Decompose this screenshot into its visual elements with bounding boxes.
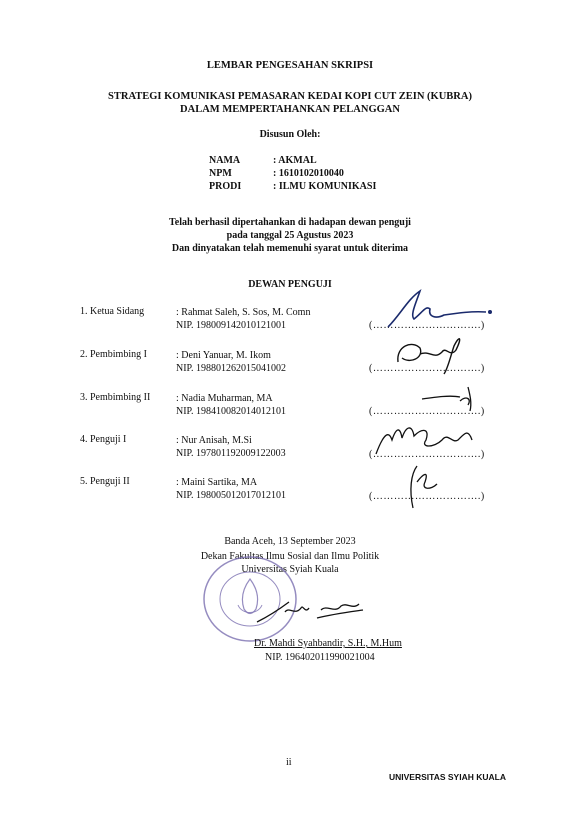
author-value: : 1610102010040	[273, 168, 344, 179]
author-label: NPM	[209, 168, 232, 179]
examiner-role: 3. Pembimbing II	[80, 392, 151, 403]
examiner-name: : Deni Yanuar, M. Ikom	[176, 350, 271, 361]
examiner-name: : Rahmat Saleh, S. Sos, M. Comn	[176, 307, 311, 318]
author-label: PRODI	[209, 181, 242, 192]
author-value: : AKMAL	[273, 155, 317, 166]
author-row-npm	[209, 167, 376, 180]
page-number: ii	[286, 757, 292, 768]
author-value: : ILMU KOMUNIKASI	[273, 181, 377, 192]
examiner-role: 2. Pembimbing I	[80, 349, 147, 360]
place-date: Banda Aceh, 13 September 2023	[224, 536, 356, 547]
examiner-details	[176, 306, 310, 332]
dean-title-line: Universitas Syiah Kuala	[241, 564, 339, 575]
signature-pembimbing-1	[390, 332, 480, 377]
signature-line: (………………………….)	[369, 363, 485, 374]
examiner-nip: NIP. 197801192009122003	[176, 448, 286, 459]
examiner-nip: NIP. 198005012017012101	[176, 490, 287, 501]
signature-penguji-1	[372, 418, 482, 460]
examiner-details	[176, 349, 286, 375]
signature-penguji-2	[395, 460, 445, 510]
examiner-role: 5. Penguji II	[80, 476, 130, 487]
examiner-name: : Nadia Muharman, MA	[176, 393, 273, 404]
board-heading: DEWAN PENGUJI	[248, 279, 332, 290]
signature-line: (………………………….)	[369, 406, 485, 417]
signature-pembimbing-2	[420, 385, 480, 413]
thesis-title-line-2: DALAM MEMPERTAHANKAN PELANGGAN	[180, 104, 400, 115]
examiner-details	[176, 476, 286, 502]
author-row-prodi	[209, 180, 376, 193]
signature-line: (………………………….)	[369, 449, 485, 460]
author-info	[209, 154, 376, 193]
signature-dekan	[255, 592, 365, 628]
thesis-title	[0, 90, 580, 116]
page-heading: LEMBAR PENGESAHAN SKRIPSI	[206, 60, 374, 71]
dean-nip: NIP. 196402011990021004	[265, 652, 375, 663]
author-heading: Disusun Oleh:	[259, 129, 321, 140]
examiner-role: 1. Ketua Sidang	[80, 306, 145, 317]
defense-statement	[0, 216, 580, 255]
signature-line: (………………………….)	[369, 320, 485, 331]
statement-line: Telah berhasil dipertahankan di hadapan dewan penguji	[169, 217, 411, 228]
examiner-details	[176, 392, 286, 418]
examiner-name: : Nur Anisah, M.Si	[176, 435, 252, 446]
footer-university: UNIVERSITAS SYIAH KUALA	[389, 772, 506, 782]
signature-line: (………………………….)	[369, 491, 485, 502]
examiner-details	[176, 434, 286, 460]
examiner-name: : Maini Sartika, MA	[176, 477, 258, 488]
thesis-title-line-1: STRATEGI KOMUNIKASI PEMASARAN KEDAI KOPI CUT ZEIN (KUBRA)	[108, 91, 472, 102]
dean-name: Dr. Mahdi Syahbandir, S.H., M.Hum	[254, 638, 402, 649]
examiner-role: 4. Penguji I	[80, 434, 127, 445]
dean-title-line: Dekan Fakultas Ilmu Sosial dan Ilmu Politik	[200, 551, 380, 562]
signature-ketua	[380, 285, 500, 335]
statement-line: Dan dinyatakan telah memenuhi syarat untuk diterima	[171, 243, 409, 254]
examiner-nip: NIP. 198410082014012101	[176, 406, 287, 417]
author-label: NAMA	[209, 155, 241, 166]
examiner-nip: NIP. 198801262015041002	[176, 363, 287, 374]
author-row-name	[209, 154, 376, 167]
examiner-nip: NIP. 198009142010121001	[176, 320, 287, 331]
statement-line: pada tanggal 25 Agustus 2023	[226, 230, 354, 241]
